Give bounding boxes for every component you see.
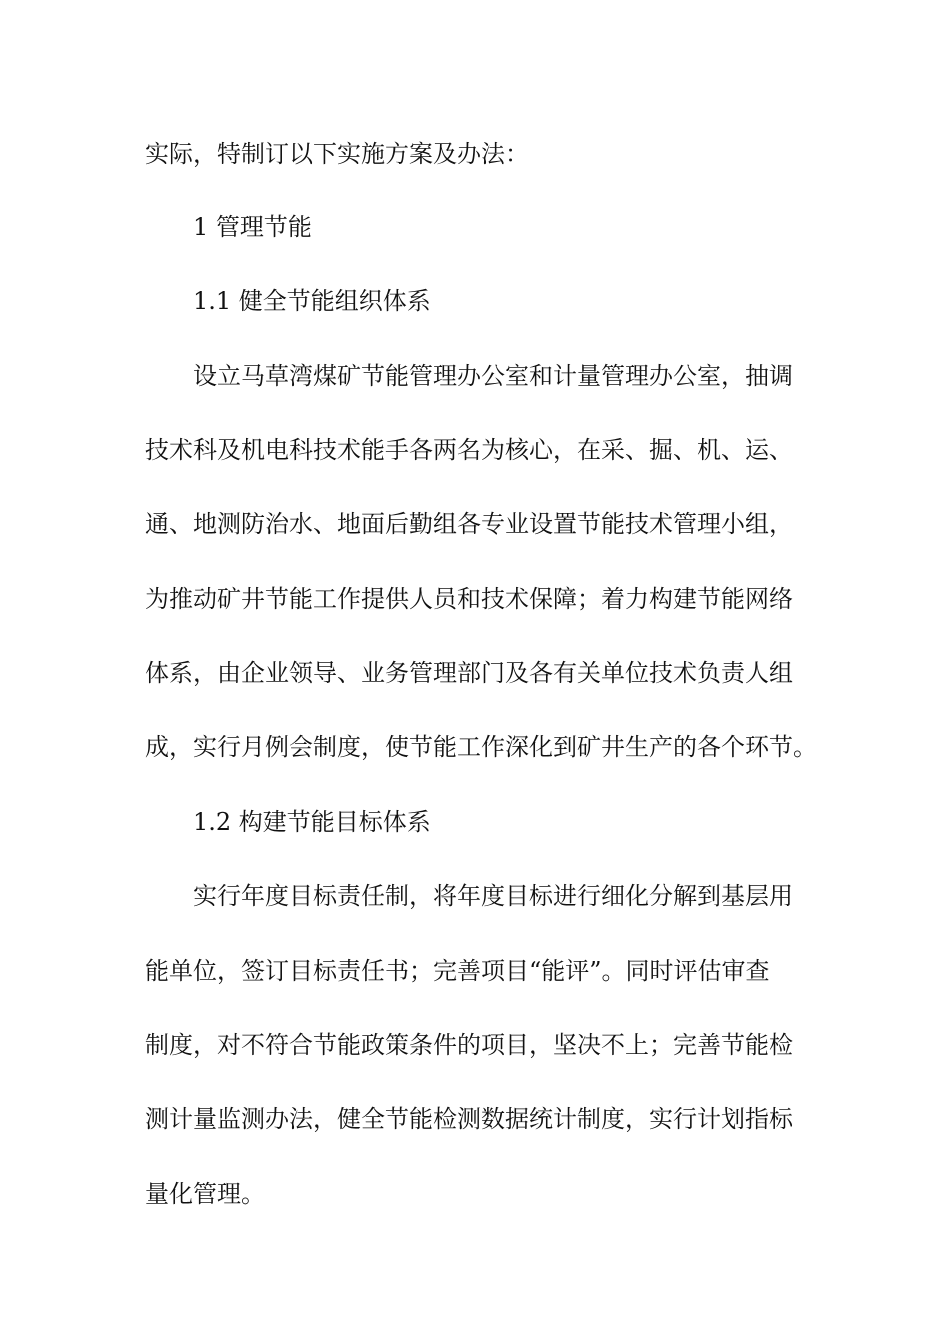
- section-heading-1: 1 管理节能: [193, 213, 312, 241]
- subsection-heading-1-2: 1.2 构建节能目标体系: [193, 808, 431, 836]
- paragraph-1-1-line-3: 通、地测防治水、地面后勤组各专业设置节能技术管理小组，: [145, 510, 793, 538]
- paragraph-1-2-line-1: 实行年度目标责任制，将年度目标进行细化分解到基层用: [193, 882, 793, 910]
- paragraph-1-1-line-5: 体系，由企业领导、业务管理部门及各有关单位技术负责人组: [145, 659, 793, 687]
- paragraph-1-2-line-3: 制度，对不符合节能政策条件的项目，坚决不上；完善节能检: [145, 1031, 793, 1059]
- paragraph-intro-line: 实际，特制订以下实施方案及办法：: [145, 140, 529, 168]
- paragraph-1-1-line-6: 成，实行月例会制度，使节能工作深化到矿井生产的各个环节。: [145, 733, 817, 761]
- paragraph-1-1-line-1: 设立马草湾煤矿节能管理办公室和计量管理办公室，抽调: [193, 362, 793, 390]
- paragraph-1-2-line-2: 能单位，签订目标责任书；完善项目“能评”。同时评估审查: [145, 957, 770, 985]
- paragraph-1-1-line-4: 为推动矿井节能工作提供人员和技术保障；着力构建节能网络: [145, 585, 793, 613]
- paragraph-1-2-line-5: 量化管理。: [145, 1180, 265, 1208]
- subsection-heading-1-1: 1.1 健全节能组织体系: [193, 287, 431, 315]
- paragraph-1-2-line-4: 测计量监测办法，健全节能检测数据统计制度，实行计划指标: [145, 1105, 793, 1133]
- paragraph-1-1-line-2: 技术科及机电科技术能手各两名为核心，在采、掘、机、运、: [145, 436, 793, 464]
